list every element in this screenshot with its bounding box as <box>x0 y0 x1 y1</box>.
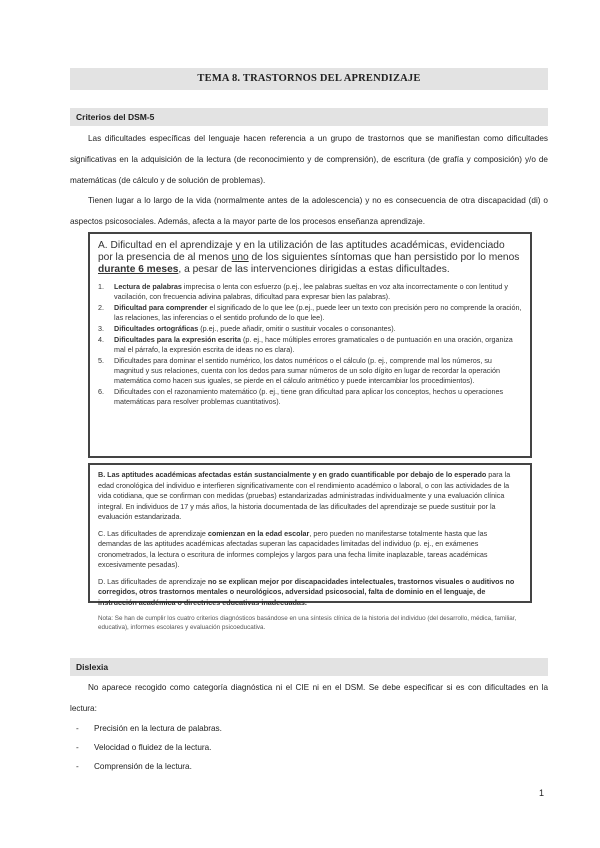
list-item: 1. Lectura de palabras imprecisa o lenta con esfuerzo (p.ej., lee palabras sueltas en voz alta incorrectamente o con lentitud y vacilación, con frecuencia adivina palabras, dificultad para expresar bien las palabras). <box>98 282 508 301</box>
section-header-dislexia <box>70 658 548 676</box>
bullet-item: - Velocidad o fluidez de la lectura. <box>76 743 212 752</box>
criterion-c: C. Las dificultades de aprendizaje comienzan en la edad escolar, pero pueden no manifestarse totalmente hasta que las demandas de las aptitudes académicas afectadas superan las capacidades limitadas del individuo (p. ej., en exámenes cronometrados, la lectura o escritura de informes complejos y largos para una fecha límite inaplazable, tareas académicas excesivamente pesadas). <box>98 528 488 569</box>
page-title: TEMA 8. TRASTORNOS DEL APRENDIZAJE <box>197 73 421 84</box>
intro-paragraph: Las dificultades específicas del lenguaje hacen referencia a un grupo de trastornos que se manifiestan como dificultades significativas en la adquisición de la lectura (de reconocimiento y de comprensión), de escritura (de grafía y composición) y/o de matemáticas (de cálculo y de solución de problemas). <box>70 134 548 185</box>
criterion-d: D. Las dificultades de aprendizaje no se explican mejor por discapacidades intelectuales, trastornos visuales o auditivos no corregidos, otros trastornos mentales o neurológicos, adversidad psicosocial, falta de dominio en el lenguaje, de instrucción académica o directrices educativas inadecuadas. <box>98 576 515 607</box>
criteria-note: Nota: Se han de cumplir los cuatro criterios diagnósticos basándose en una síntesis clínica de la historia del individuo (del desarrollo, médica, familiar, educativa), informes escolares y evaluación psicoeducativa. <box>98 615 517 631</box>
criterion-b: B. Las aptitudes académicas afectadas están sustancialmente y en grado cuantificable por debajo de lo esperado para la edad cronológica del individuo e interfieren significativamente con el rendimiento académico o laboral, o con las actividades de la vida cotidiana, que se confirman con medidas (pruebas) estandarizadas administradas individualmente y una evaluación clínica integral. En individuos de 17 y más años, la historia documentada de las dificultades del aprendizaje se puede sustituir por la evaluación estandarizada. <box>98 470 511 521</box>
criterion-a-list <box>98 282 522 407</box>
list-item: 5. Dificultades para dominar el sentido numérico, los datos numéricos o el cálculo (p. ej., comprende mal los números, su magnitud y sus relaciones, cuenta con los dedos para sumar números de un solo dígito en lugar de recordar la operación matemática como hacen sus iguales, se pierde en el cálculo aritmético y puede intercambiar los procedimientos). <box>98 356 500 385</box>
bullet-item: - Comprensión de la lectura. <box>76 762 192 771</box>
criterion-a-box <box>88 232 532 458</box>
list-item: 3. Dificultades ortográficas (p.ej., puede añadir, omitir o sustituir vocales o consonantes). <box>98 324 396 333</box>
title-banner <box>70 68 548 90</box>
criterion-a-heading: A. Dificultad en el aprendizaje y en la utilización de las aptitudes académicas, evidenciado por la presencia de al menos uno de los siguientes síntomas que han persistido por lo menos durante 6 meses, a pesar de las intervenciones dirigidas a estas dificultades. <box>98 240 520 275</box>
list-item: 4. Dificultades para la expresión escrita (p. ej., hace múltiples errores gramaticales o de puntuación en una oración, organiza mal el párrafo, la expresión escrita de ideas no es clara). <box>98 335 513 354</box>
criteria-bcd-box <box>88 463 532 631</box>
page-number: 1 <box>538 788 544 798</box>
list-item: 2. Dificultad para comprender el significado de lo que lee (p.ej., puede leer un texto con precisión pero no comprende la oración, las relaciones, las inferencias o el sentido profundo de lo que lee). <box>98 303 522 322</box>
bullet-item: - Precisión en la lectura de palabras. <box>76 724 222 733</box>
section-heading: Dislexia <box>76 662 109 672</box>
list-item: 6. Dificultades con el razonamiento matemático (p. ej., tiene gran dificultad para aplicar los conceptos, hechos u operaciones matemáticas para resolver problemas cuantitativos). <box>98 387 504 406</box>
section-header-dsm5 <box>70 108 548 126</box>
second-paragraph: Tienen lugar a lo largo de la vida (normalmente antes de la adolescencia) y no es consecuencia de otra discapacidad (di) o aspectos psicosociales. Además, afecta a la mayor parte de los procesos enseñanza aprendizaje. <box>70 196 548 226</box>
section-heading: Criterios del DSM-5 <box>76 112 155 122</box>
dislexia-paragraph: No aparece recogido como categoría diagnóstica ni el CIE ni en el DSM. Se debe especificar si es con dificultades en la lectura: <box>70 683 548 713</box>
